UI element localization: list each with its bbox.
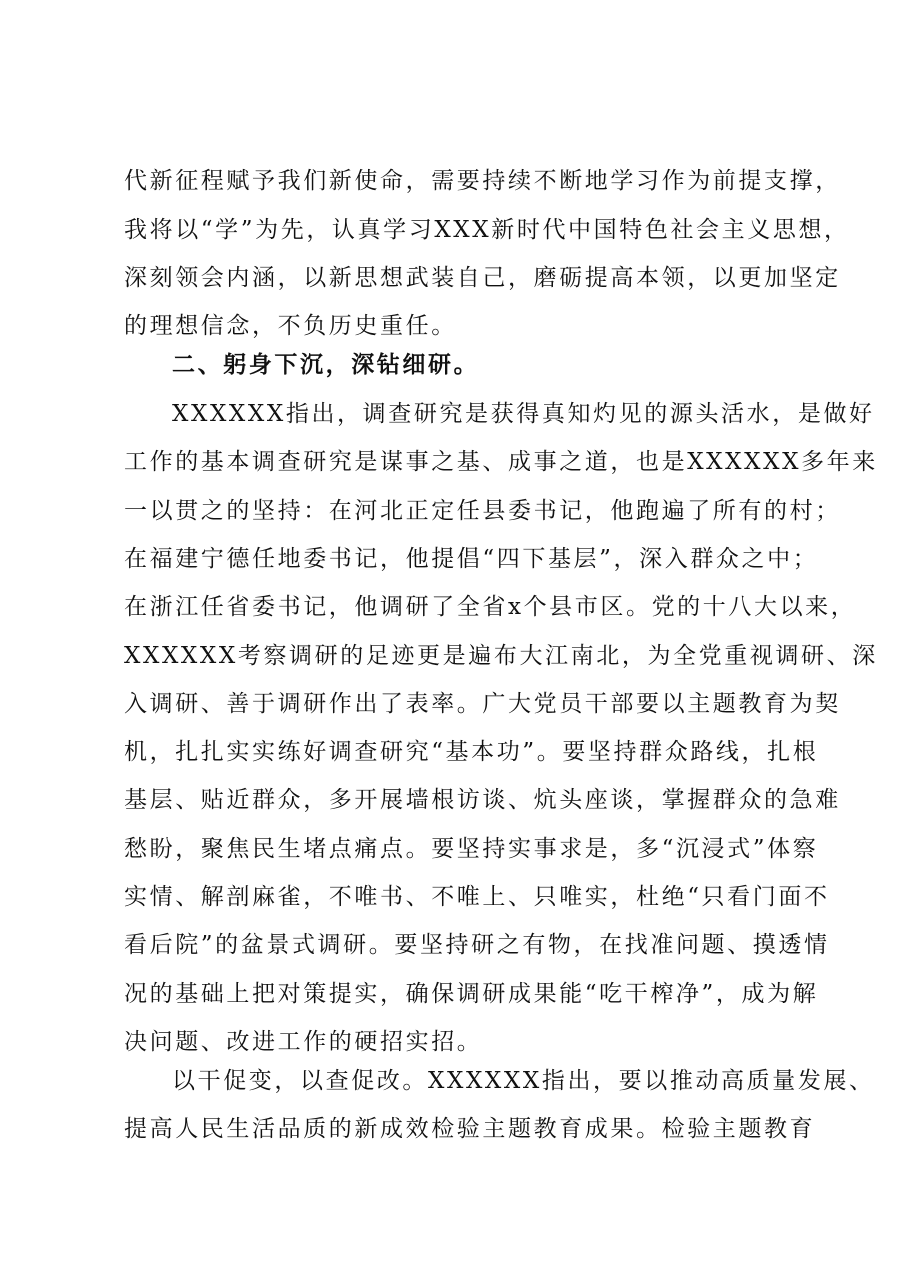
paragraph-line: 一以贯之的坚持：在河北正定任县委书记，他跑遍了所有的村； (124, 498, 841, 524)
paragraph-line: 在浙江任省委书记，他调研了全省x个县市区。党的十八大以来， (124, 594, 857, 620)
paragraph-line: 入调研、善于调研作出了表率。广大党员干部要以主题教育为契 (124, 691, 841, 717)
paragraph-line: 工作的基本调查研究是谋事之基、成事之道，也是XXXXXX多年来 (124, 449, 878, 475)
paragraph-line: 基层、贴近群众，多开展墙根访谈、炕头座谈，掌握群众的急难 (124, 787, 841, 813)
section-heading: 二、躬身下沉，深钻细研。 (172, 352, 480, 378)
paragraph-line: XXXXXX指出，调查研究是获得真知灼见的源头活水，是做好 (172, 401, 875, 427)
paragraph-line: 提高人民生活品质的新成效检验主题教育成果。检验主题教育 (124, 1116, 816, 1142)
paragraph-line: 代新征程赋予我们新使命，需要持续不断地学习作为前提支撑， (124, 168, 841, 194)
paragraph-line: 愁盼，聚焦民生堵点痛点。要坚持实事求是，多“沉浸式”体察 (124, 836, 819, 862)
paragraph-line: 看后院”的盆景式调研。要坚持研之有物，在找准问题、摸透情 (124, 932, 830, 958)
paragraph-line: 机，扎扎实实练好调查研究“基本功”。要坚持群众路线，扎根 (124, 739, 819, 765)
paragraph-line: XXXXXX考察调研的足迹更是遍布大江南北，为全党重视调研、深 (124, 643, 878, 669)
paragraph-line: 深刻领会内涵，以新思想武装自己，磨砺提高本领，以更加坚定 (124, 265, 841, 291)
paragraph-line: 决问题、改进工作的硬招实招。 (124, 1029, 483, 1055)
paragraph-line: 况的基础上把对策提实，确保调研成果能“吃干榨净”，成为解 (124, 981, 819, 1007)
paragraph-line: 以干促变，以查促改。XXXXXX指出，要以推动高质量发展、 (172, 1068, 875, 1094)
paragraph-line: 我将以“学”为先，认真学习XXX新时代中国特色社会主义思想， (124, 217, 850, 243)
paragraph-line: 的理想信念，不负历史重任。 (124, 313, 457, 339)
paragraph-line: 在福建宁德任地委书记，他提倡“四下基层”，深入群众之中； (124, 546, 819, 572)
paragraph-line: 实情、解剖麻雀，不唯书、不唯上、只唯实，杜绝“只看门面不 (124, 884, 830, 910)
